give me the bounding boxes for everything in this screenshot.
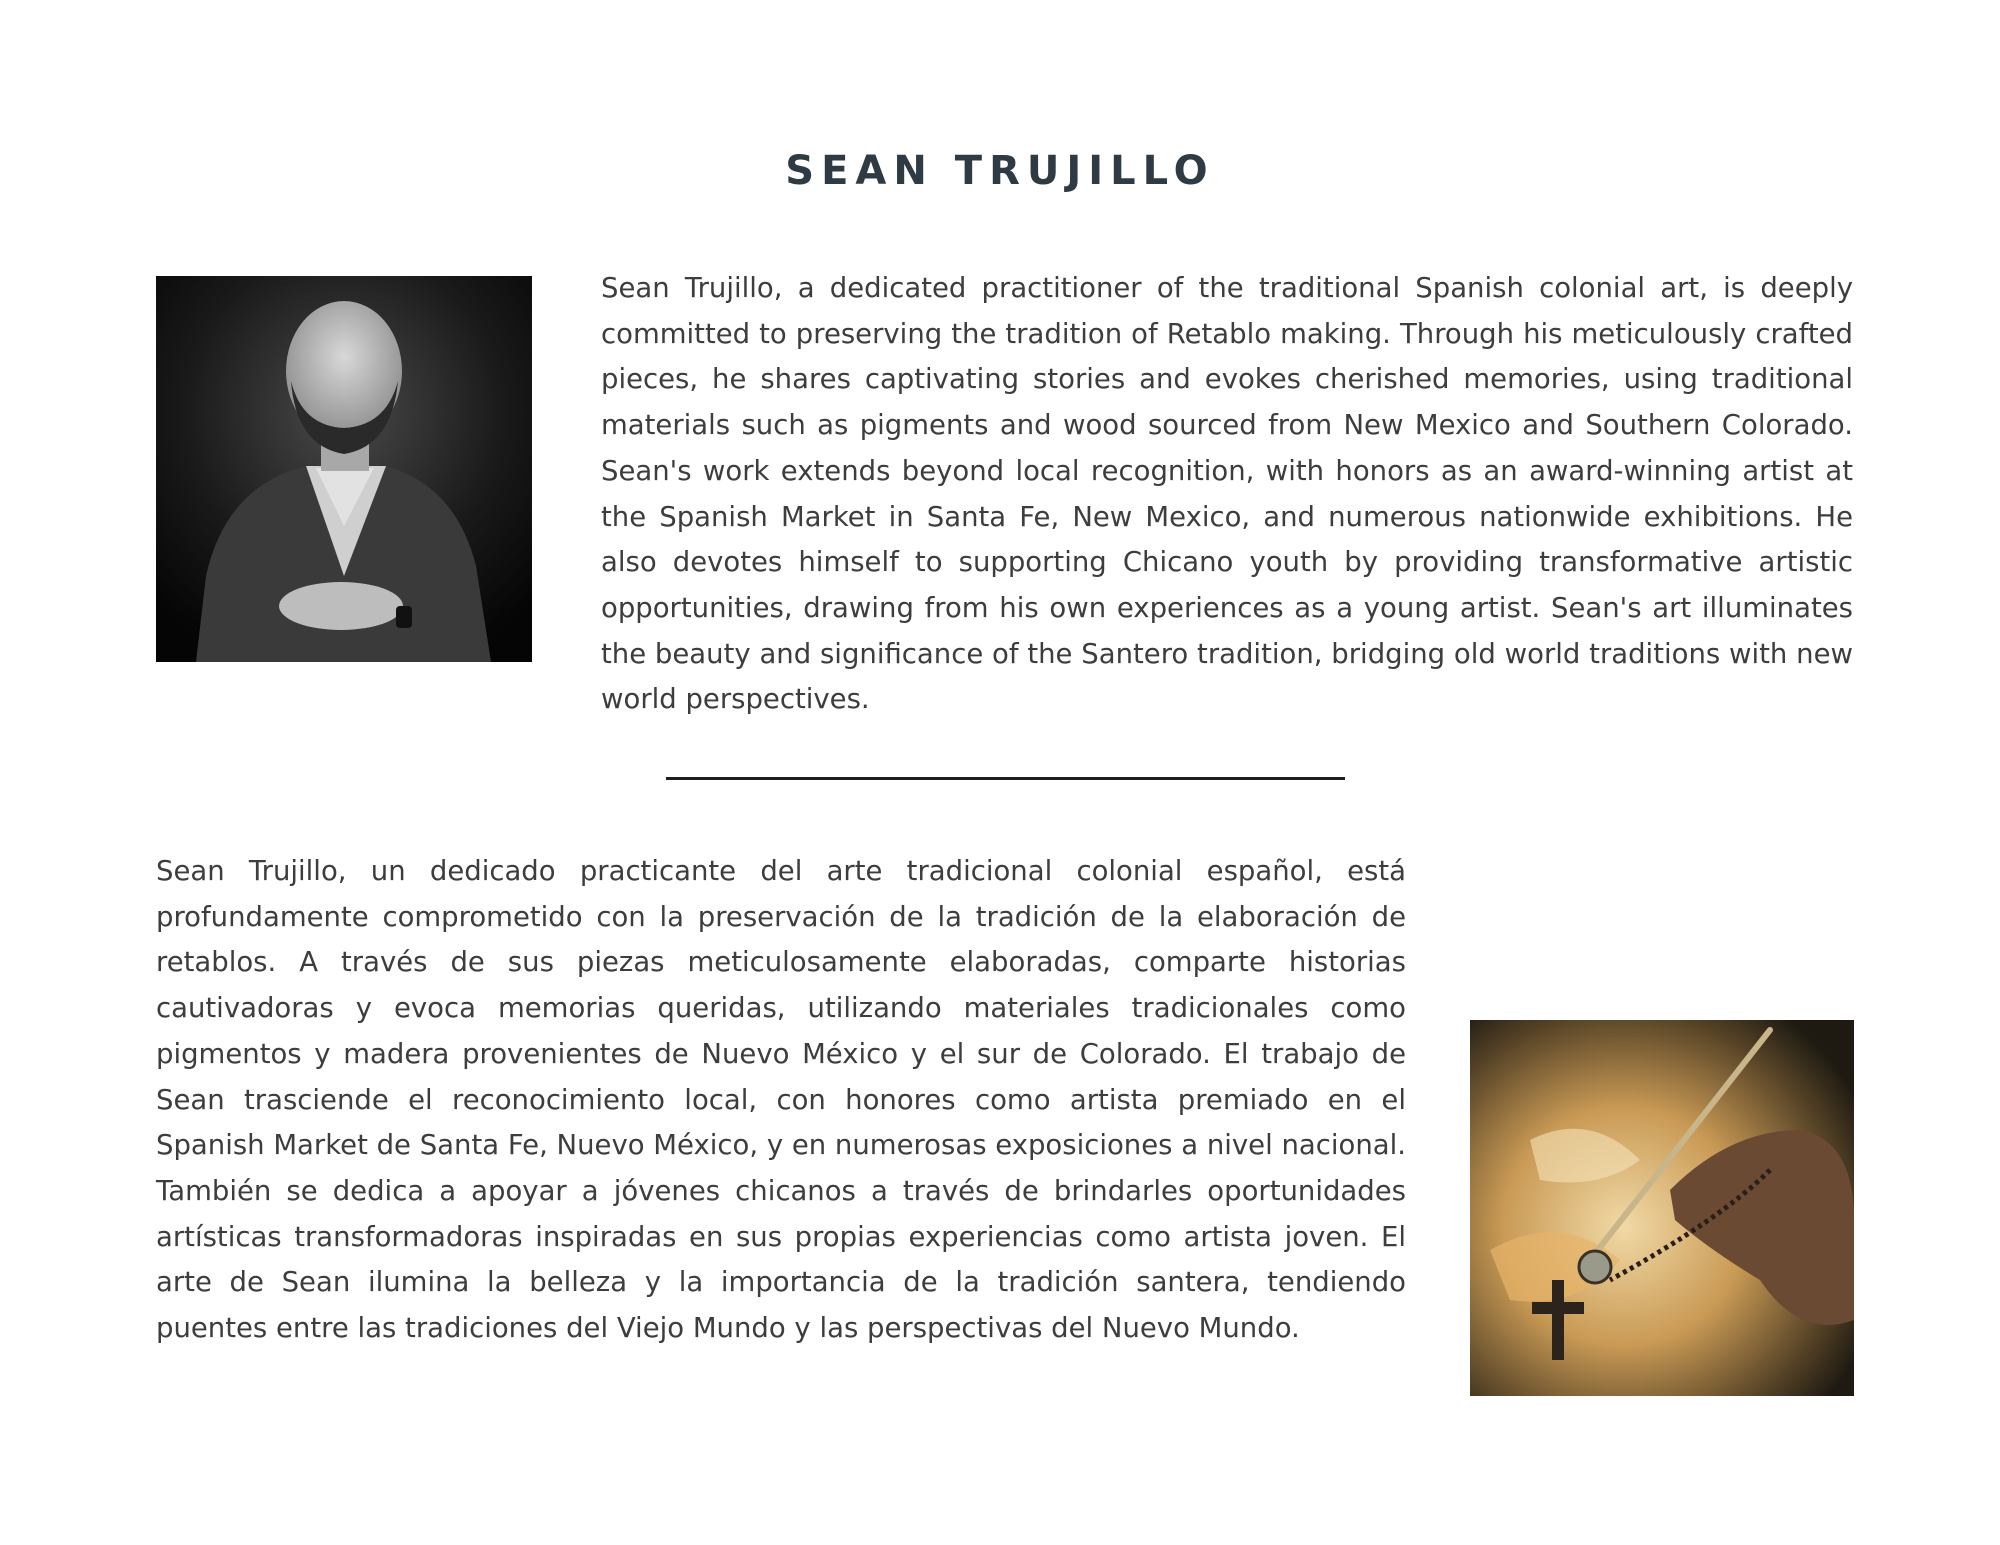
spanish-biography: Sean Trujillo, un dedicado practicante del arte tradicional colonial español, está profundamente comprometido con la preservación de la tradición de la elaboración de retablos. A través de sus piezas meticulosamente elaboradas, comparte historias cautivadoras y evoca memorias queridas, utilizando materiales tradicionales como pigmentos y madera provenientes de Nuevo México y el sur de Colorado. El trabajo de Sean trasciende el reconocimiento local, con honores como artista premiado en el Spanish Market de Santa Fe, Nuevo México, y en numerosas exposiciones a nivel nacional. También se dedica a apoyar a jóvenes chicanos a través de brindarles oportunidades artísticas transformadoras inspiradas en sus propias experiencias como artista joven. El arte de Sean ilumina la belleza y la importancia de la tradición santera, tendiendo puentes entre las tradiciones del Viejo Mundo y las perspectivas del Nuevo Mundo.	[156, 855, 1406, 1345]
artist-portrait-photo	[156, 276, 532, 662]
page-title: SEAN TRUJILLO	[785, 148, 1215, 194]
section-divider	[666, 777, 1345, 780]
painting-hand-photo	[1470, 1020, 1854, 1396]
english-biography: Sean Trujillo, a dedicated practitioner of the traditional Spanish colonial art, is deeply committed to preserving the tradition of Retablo making. Through his meticulously crafted pieces, he shares captivating stories and evokes cherished memories, using traditional materials such as pigments and wood sourced from New Mexico and Southern Colorado. Sean's work extends beyond local recognition, with honors as an award-winning artist at the Spanish Market in Santa Fe, New Mexico, and numerous nationwide exhibitions. He also devotes himself to supporting Chicano youth by providing transformative artistic opportunities, drawing from his own experiences as a young artist. Sean's art illuminates the beauty and significance of the Santero tradition, bridging old world traditions with new world perspectives.	[601, 272, 1853, 716]
